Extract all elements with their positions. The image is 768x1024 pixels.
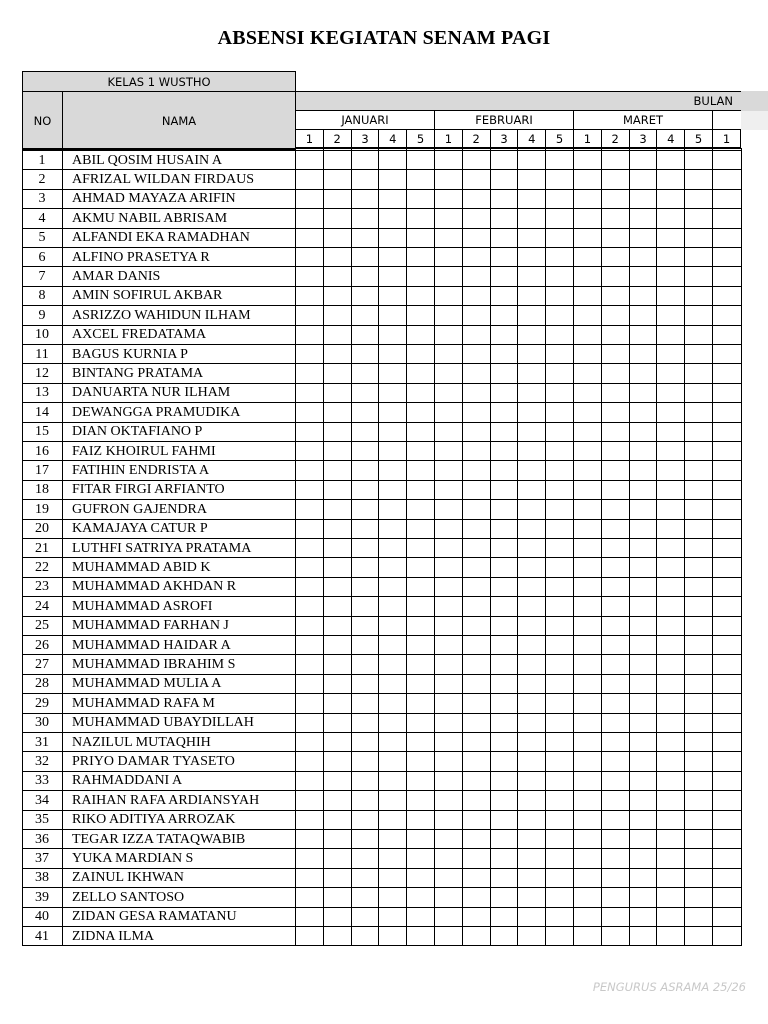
- student-name: ZAINUL IKHWAN: [72, 870, 184, 886]
- student-name: MUHAMMAD ASROFI: [72, 598, 213, 614]
- student-number: 1: [38, 152, 46, 168]
- student-number: 31: [35, 734, 49, 750]
- student-name: ALFINO PRASETYA R: [72, 249, 210, 265]
- student-number: 37: [35, 850, 49, 866]
- student-name: AFRIZAL WILDAN FIRDAUS: [72, 171, 254, 187]
- student-name: ABIL QOSIM HUSAIN A: [72, 152, 222, 168]
- student-name: AMIN SOFIRUL AKBAR: [72, 288, 223, 304]
- student-number: 39: [35, 889, 49, 905]
- student-number: 15: [35, 424, 49, 440]
- student-number: 22: [35, 559, 49, 575]
- student-number: 27: [35, 656, 49, 672]
- week-header-februari-2: 2: [462, 129, 491, 148]
- student-number: 9: [38, 307, 46, 323]
- week-header-januari-1: 1: [295, 129, 324, 148]
- column-divider: [490, 148, 491, 946]
- column-divider: [378, 148, 379, 946]
- week-header-maret-4: 4: [656, 129, 685, 148]
- header-month-overflow: [741, 111, 768, 130]
- student-number: 23: [35, 579, 49, 595]
- week-header-februari-1: 1: [434, 129, 463, 148]
- student-number: 21: [35, 540, 49, 556]
- week-header-februari-3: 3: [490, 129, 519, 148]
- student-name: BINTANG PRATAMA: [72, 365, 204, 381]
- student-name: ASRIZZO WAHIDUN ILHAM: [72, 307, 251, 323]
- student-number: 32: [35, 753, 49, 769]
- column-divider: [656, 148, 657, 946]
- student-number: 28: [35, 676, 49, 692]
- column-divider: [434, 148, 435, 946]
- student-name: PRIYO DAMAR TYASETO: [72, 753, 235, 769]
- week-header-maret-3: 3: [629, 129, 658, 148]
- page-title: ABSENSI KEGIATAN SENAM PAGI: [217, 27, 551, 49]
- student-number: 7: [38, 268, 46, 284]
- column-divider: [712, 148, 713, 946]
- student-name: MUHAMMAD HAIDAR A: [72, 637, 231, 653]
- column-divider: [684, 148, 685, 946]
- student-number: 17: [35, 462, 49, 478]
- student-number: 14: [35, 404, 49, 420]
- header-divider: [22, 148, 742, 149]
- student-number: 41: [35, 928, 49, 944]
- student-name: YUKA MARDIAN S: [72, 850, 194, 866]
- column-divider: [462, 148, 463, 946]
- header-no-text: NO: [33, 113, 52, 128]
- student-number: 20: [35, 521, 49, 537]
- student-number: 34: [35, 792, 49, 808]
- student-name: MUHAMMAD ABID K: [72, 559, 211, 575]
- student-number: 2: [38, 171, 46, 187]
- student-number: 30: [35, 715, 49, 731]
- student-name: AMAR DANIS: [72, 268, 161, 284]
- student-name: RIKO ADITIYA ARROZAK: [72, 812, 236, 828]
- student-name: MUHAMMAD MULIA A: [72, 676, 222, 692]
- month-header-februari: FEBRUARI: [434, 110, 574, 130]
- student-name: RAHMADDANI A: [72, 773, 183, 789]
- footer-note: PENGURUS ASRAMA 25/26: [592, 980, 746, 994]
- student-name: MUHAMMAD FARHAN J: [72, 618, 229, 634]
- student-name: AXCEL FREDATAMA: [72, 327, 207, 343]
- week-header-januari-2: 2: [323, 129, 352, 148]
- student-name: FAIZ KHOIRUL FAHMI: [72, 443, 216, 459]
- class-label-text: KELAS 1 WUSTHO: [107, 74, 211, 89]
- student-name: BAGUS KURNIA P: [72, 346, 188, 362]
- student-number: 5: [38, 230, 46, 246]
- student-name: DIAN OKTAFIANO P: [72, 424, 203, 440]
- student-number: 35: [35, 812, 49, 828]
- student-name: FITAR FIRGI ARFIANTO: [72, 482, 225, 498]
- student-name: MUHAMMAD AKHDAN R: [72, 579, 237, 595]
- week-header-januari-5: 5: [406, 129, 435, 148]
- student-number: 10: [35, 327, 49, 343]
- column-divider: [517, 148, 518, 946]
- student-number: 8: [38, 288, 46, 304]
- student-name: ZIDAN GESA RAMATANU: [72, 909, 237, 925]
- student-number: 13: [35, 385, 49, 401]
- header-bulan-overflow: [741, 91, 768, 111]
- student-number: 40: [35, 909, 49, 925]
- column-divider: [295, 148, 296, 946]
- column-divider: [545, 148, 546, 946]
- column-divider: [351, 148, 352, 946]
- column-divider: [323, 148, 324, 946]
- header-bulan: [295, 91, 741, 111]
- week-header-januari-3: 3: [351, 129, 380, 148]
- student-name: TEGAR IZZA TATAQWABIB: [72, 831, 246, 847]
- student-number: 38: [35, 870, 49, 886]
- week-header-februari-4: 4: [517, 129, 546, 148]
- class-label: [22, 71, 296, 92]
- student-number: 4: [38, 210, 46, 226]
- student-name: LUTHFI SATRIYA PRATAMA: [72, 540, 252, 556]
- month-header-januari: JANUARI: [295, 110, 435, 130]
- student-name: GUFRON GAJENDRA: [72, 501, 207, 517]
- column-divider: [62, 148, 63, 946]
- week-header-next-1: 1: [712, 129, 741, 148]
- column-divider: [573, 148, 574, 946]
- header-no: [22, 91, 63, 150]
- column-divider: [601, 148, 602, 946]
- student-number: 16: [35, 443, 49, 459]
- student-number: 12: [35, 365, 49, 381]
- header-nama-text: NAMA: [161, 113, 197, 128]
- student-name: MUHAMMAD IBRAHIM S: [72, 656, 236, 672]
- student-name: ZELLO SANTOSO: [72, 889, 185, 905]
- student-name: ZIDNA ILMA: [72, 928, 155, 944]
- week-header-februari-5: 5: [545, 129, 574, 148]
- header-nama: [62, 91, 296, 150]
- student-number: 11: [35, 346, 49, 362]
- student-name: MUHAMMAD RAFA M: [72, 695, 215, 711]
- student-name: ALFANDI EKA RAMADHAN: [72, 230, 250, 246]
- student-number: 18: [35, 482, 49, 498]
- student-name: NAZILUL MUTAQHIH: [72, 734, 211, 750]
- student-name: KAMAJAYA CATUR P: [72, 521, 208, 537]
- student-name: RAIHAN RAFA ARDIANSYAH: [72, 792, 260, 808]
- student-name: AKMU NABIL ABRISAM: [72, 210, 228, 226]
- student-number: 6: [38, 249, 46, 265]
- student-number: 33: [35, 773, 49, 789]
- week-header-maret-5: 5: [684, 129, 713, 148]
- header-bulan-text: BULAN: [693, 94, 733, 108]
- student-number: 24: [35, 598, 49, 614]
- student-name: DANUARTA NUR ILHAM: [72, 385, 231, 401]
- column-divider: [629, 148, 630, 946]
- student-name: AHMAD MAYAZA ARIFIN: [72, 191, 236, 207]
- student-number: 29: [35, 695, 49, 711]
- student-number: 3: [38, 191, 46, 207]
- student-name: FATIHIN ENDRISTA A: [72, 462, 210, 478]
- column-divider: [406, 148, 407, 946]
- week-header-maret-2: 2: [601, 129, 630, 148]
- student-number: 36: [35, 831, 49, 847]
- week-header-maret-1: 1: [573, 129, 602, 148]
- month-header-maret: MARET: [573, 110, 713, 130]
- student-number: 26: [35, 637, 49, 653]
- column-divider: [741, 148, 742, 946]
- student-number: 19: [35, 501, 49, 517]
- student-name: DEWANGGA PRAMUDIKA: [72, 404, 241, 420]
- week-header-januari-4: 4: [378, 129, 407, 148]
- student-number: 25: [35, 618, 49, 634]
- student-name: MUHAMMAD UBAYDILLAH: [72, 715, 254, 731]
- month-header-next: [712, 110, 741, 130]
